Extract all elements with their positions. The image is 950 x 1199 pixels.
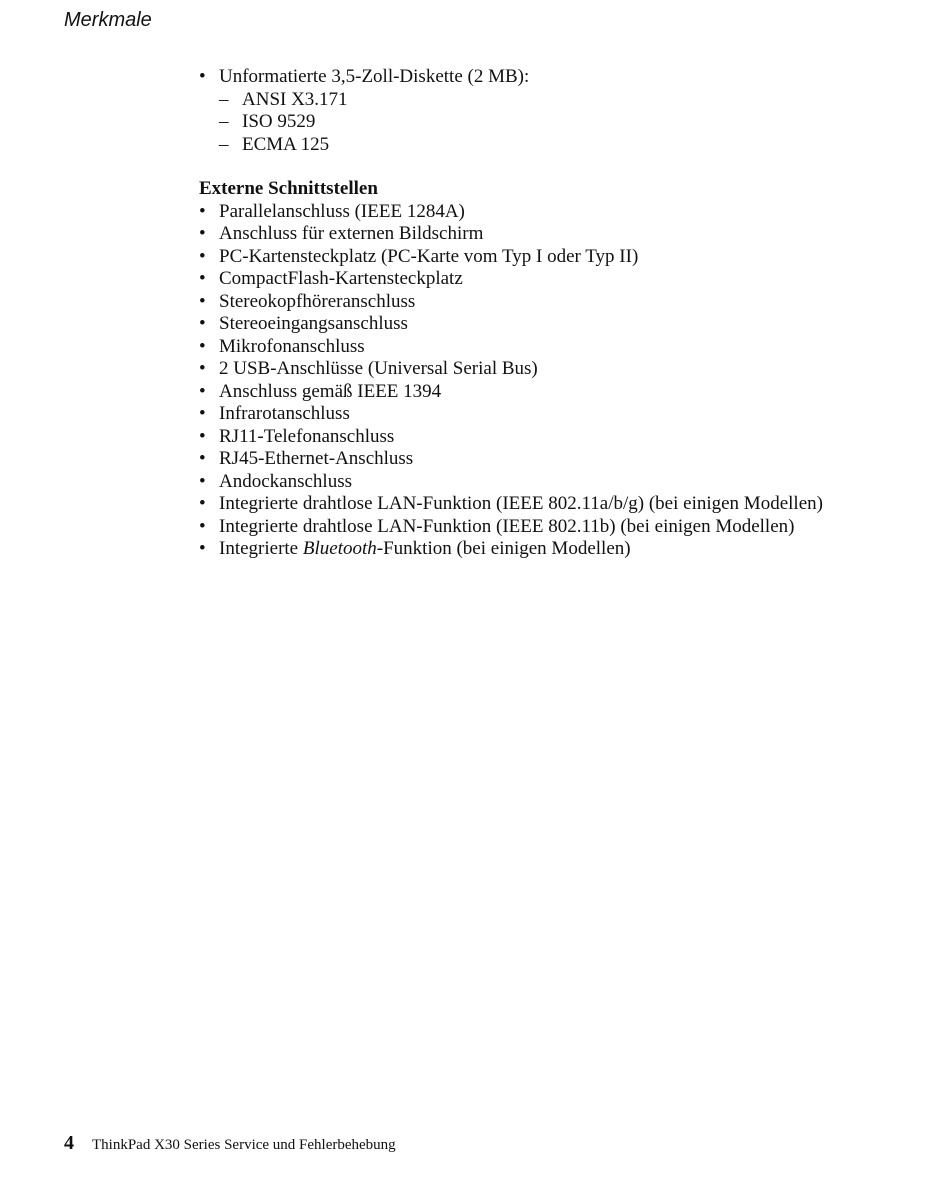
list-item-interface: • Integrierte drahtlose LAN-Funktion (IEEE 802.11b) (bei einigen Modellen) (199, 516, 919, 539)
diskette-label: Unformatierte 3,5-Zoll-Diskette (2 MB): (219, 66, 530, 87)
list-item-interface: • RJ11-Telefonanschluss (199, 426, 919, 449)
page-number: 4 (64, 1132, 74, 1154)
bluetooth-prefix: Integrierte (219, 538, 303, 559)
list-item-interface: • Anschluss für externen Bildschirm (199, 223, 919, 246)
list-item-interface: • Stereokopfhöreranschluss (199, 291, 919, 314)
main-content (199, 66, 919, 561)
section-heading: Externe Schnittstellen (199, 178, 378, 199)
bluetooth-emphasis: Bluetooth (302, 538, 377, 559)
list-item-standard: – ANSI X3.171 (219, 89, 919, 112)
list-item-standard: – ECMA 125 (219, 134, 919, 157)
interfaces-list (199, 201, 919, 561)
list-item-diskette (199, 66, 919, 156)
list-item-interface: • 2 USB-Anschlüsse (Universal Serial Bus) (199, 358, 919, 381)
bluetooth-suffix: -Funktion (bei einigen Modellen) (376, 538, 631, 559)
diskette-standards-list (219, 89, 919, 157)
list-item-interface: • Anschluss gemäß IEEE 1394 (199, 381, 919, 404)
running-title: Merkmale (64, 9, 152, 31)
list-item-interface: • Integrierte drahtlose LAN-Funktion (IEEE 802.11a/b/g) (bei einigen Modellen) (199, 493, 919, 516)
list-item-interface: • Mikrofonanschluss (199, 336, 919, 359)
list-item-standard: – ISO 9529 (219, 111, 919, 134)
list-item-interface: • CompactFlash-Kartensteckplatz (199, 268, 919, 291)
page-footer (64, 1132, 396, 1156)
list-item-interface: • RJ45-Ethernet-Anschluss (199, 448, 919, 471)
list-item-interface: • PC-Kartensteckplatz (PC-Karte vom Typ I oder Typ II) (199, 246, 919, 269)
list-item-interface: • Infrarotanschluss (199, 403, 919, 426)
diskette-list (199, 66, 919, 156)
list-item-interface: • Stereoeingangsanschluss (199, 313, 919, 336)
list-item-interface: • Parallelanschluss (IEEE 1284A) (199, 201, 919, 224)
list-item-bluetooth (199, 538, 919, 561)
list-item-interface: • Andockanschluss (199, 471, 919, 494)
book-title: ThinkPad X30 Series Service und Fehlerbehebung (92, 1137, 396, 1153)
